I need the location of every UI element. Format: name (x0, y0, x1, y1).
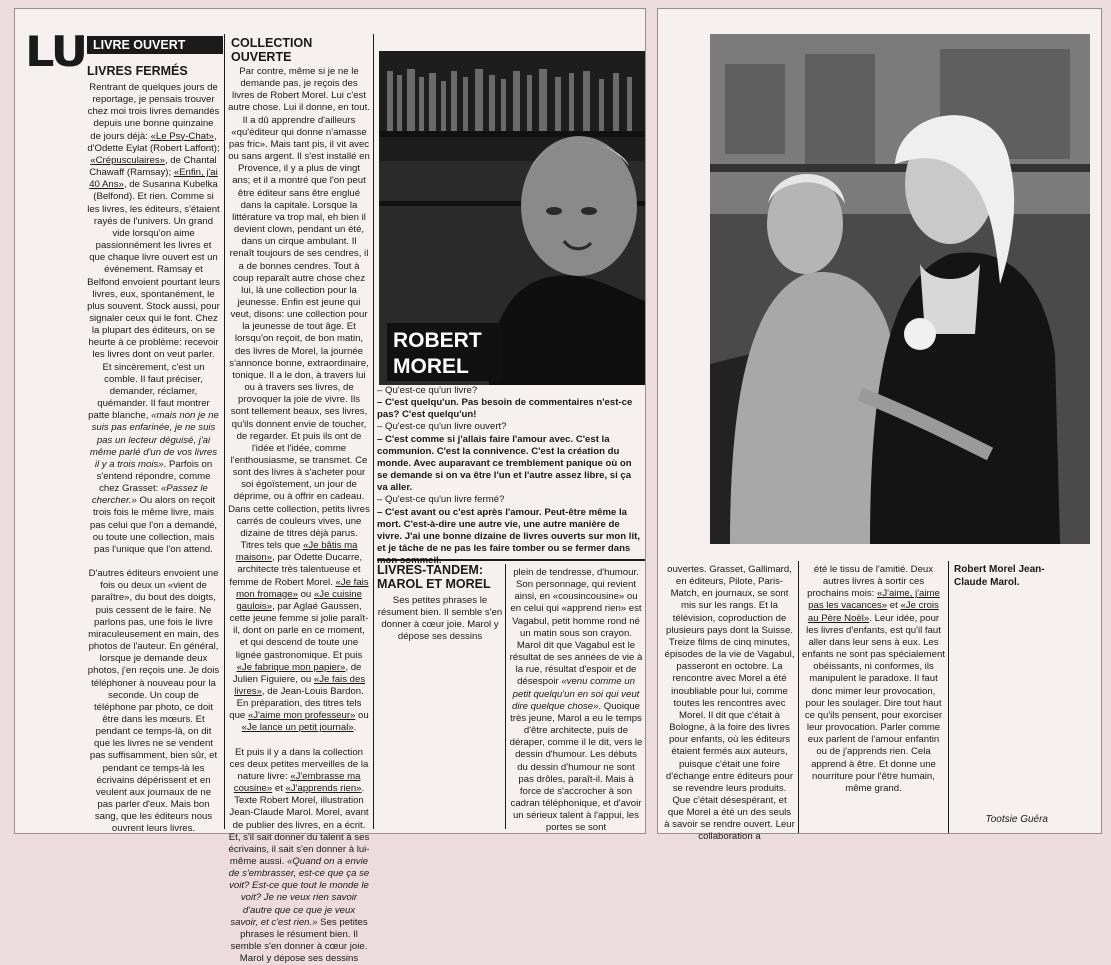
svg-text:MOREL: MOREL (393, 355, 469, 378)
interview-line: – C'est avant ou c'est après l'amour. Peut-être même la mort. C'est-à-dire une autre vie, une autre manière de vivre. J'ai une bonne dizaine de livres ouverts sur mon lit, et je tâche de ne pas les faire tomber ou se fermer dans (377, 506, 640, 555)
article-column-4: ouvertes. Grasset, Gallimard, en éditeurs, Pilote, Paris-Match, en journaux, se sont mis sur les rangs. Et la télévision, coproduction de plusieurs pays dont la Suisse. Treize films de cinq minutes, épisodes de la vie de Vagabul, passeront en octobre. La rencontre avec Morel a été inoubliable pour lui, comme toutes les rencontres avec Morel. Il dit que c'était à Bologne, à la foire des livres pour enfants, où les éditeurs étaient fermés aux auteurs, puisque c'était une foire d'échange entre éditeurs pour se revendre leurs produits. Que c'était désespérant, et que Morel a été un des seuls à savoir se rendre ouvert. Leur collaboration a (664, 564, 795, 843)
kicker-label: LIVRE OUVERT (87, 36, 223, 54)
column-rule (798, 561, 799, 833)
interview-line: – C'est comme si j'allais faire l'amour avec. C'est la communion. C'est la connivence. C'est la création du monde. Avec auparavant ce tremblement panique où on se demande si on va être l'un et l'autre assez libre, si ça va aller. (377, 433, 632, 494)
right-newspaper-page (657, 8, 1102, 843)
interview-line: – Qu'est-ce qu'un livre fermé? (377, 494, 505, 506)
article-column-2: Par contre, même si je ne le demande pas, je reçois des livres de Robert Morel. Lui c'est autre chose. Lui il donne, en tout. Il a dû apprendre d'ailleurs «qu'éditeur qui donne n'amasse pas fric». Mais tant pis, il vit avec ou sans argent. Il s'est installé en Provence, il y a plus de vingt ans; et il a montré que l'on peut être éditeur sans être englué dans la capitale. Lorsque la littérature va trop mal, eh bien il devient clown, pendant un été, dans un cirque ambulant. Il renaît toujours de ses cendres, il a de bonnes cendres. Tout à coup reparaît autre chose chez lui, là une collection pour la jeunesse. Enfin est jeune qui veut, disons: une collection pour la jeunesse de tout âge. Et lorsqu'on reçoit, de bon matin, des livres de Morel, la journée s'annonce bonne, extraordinaire, tonique. Il a le don, à travers lui ou à travers ses livres, de provoquer la joie de vivre. Ils sont tellement beaux, ses livres, qu'ils donnent envie de toucher, de regarder. Et puis ils ont de l'idée et l'idée, comme l'enthousiasme, se transmet. Ce sont des livres à s'acheter pour soi égoïstement, un jour de déprime, ou à offrir en cadeau. Dans cette collection, petits livres carrés de couleurs vives, une dizaine de titres déjà parus. Titres tels que «Je bâtis ma maison», par Odette Ducarre, architecte très talentueuse et femme de Robert Morel. «Je fais mon fromage» ou «Je cuisine gaulois», par Aglaé Gaussen, cette jeune femme si jolie paraît-il, dont on parle en ce moment, et qui descend de toute une lignée gastronomique. Et puis «Je fabrique mon papier», de Julien Figuiere, ou «Je fais des livres», de Jean-Louis Bardon. En préparation, des titres tels que «J'aime mon professeur» ou «Je lance un petit journal». Et puis il y a dans la collection ces deux petites merveilles de la nature livre: «J'embrasse ma cousine» et «J'apprends rien». Texte Robert Morel, illustration Jean-Claude Marol. Morel, avant de publier des livres, en a écrit. Et, s'il sait donner du talent à ses écrivains, il sait s'en donner à lui-même aussi. «Quand on a envie de s'embrasser, est-ce que ça se voit? Est-ce que tout le monde le voit? Je ne veux rien savoir d'autre que ce que je veux savoir, et c'est rien.» Ses petites phrases le résument bien. Il semble s'en donner à cœur joie. Marol y dépose ses dessins (228, 66, 370, 965)
left-newspaper-page (14, 8, 646, 965)
article-column-3b: plein de tendresse, d'humour. Son personnage, qui revient ainsi, en «cousincousine» ou en celui qui «apprend rien» est Vagabul, petit homme rond né un matin sous son crayon. Marol dit que Vagabul est le résultat de ses années de vie à la rue, résultat d'espoir et de désespoir «venu comme un petit quelqu'un en soi qui veut dire quelque chose». Quoique très jeune, Marol a eu le temps d'être architecte, puis de déraper, comme il le dit, vers le dessin d'humour. Les débuts du dessin d'humour ne sont pas drôles, paraît-il. Mais à force de s'accrocher à son cadran téléphonique, et d'avoir un sérieux talent à l'appui, les portes se sont (509, 567, 643, 834)
photo-caption: Robert Morel Jean-Claude Marol. (954, 564, 1045, 588)
headline-livres-tandem: LIVRES-TANDEM: MAROL ET MOREL (377, 563, 491, 591)
column-rule (373, 34, 374, 829)
headline-livres-fermes: LIVRES FERMÉS (87, 64, 188, 78)
section-rule (377, 559, 645, 561)
interview-line: – Qu'est-ce qu'un livre ouvert? (377, 421, 507, 433)
article-column-5: été le tissu de l'amitié. Deux autres livres à sortir ces prochains mois: «J'aime, j'aime pas les vacances» et «Je crois au Père Noël». Leur idée, pour les livres d'enfants, est qu'il faut aller dans leur sens à eux. Les enfants ne sont pas spécialement obéissants, ni conformes, ils manipulent le paradoxe. Il faut donc mimer leur provocation, pour les soulager. Dire tout haut ce qu'ils pensent, pour exorciser leur provocation. Parler comme eux parlent de l'amour enfantin ou de j'apprends rien. Cela apprend à être. Et donne une nourriture pour l'être humain, même grand. (802, 564, 945, 794)
morel-marol-photo (710, 34, 1090, 544)
column-rule (948, 561, 949, 833)
interview-line: – Qu'est-ce qu'un livre? (377, 385, 478, 396)
section-logo: LU (25, 27, 86, 76)
interview-box (377, 385, 643, 567)
svg-text:ROBERT: ROBERT (393, 329, 482, 352)
interview-line: – C'est quelqu'un. Pas besoin de commentaires n'est-ce pas? C'est quelqu'un! (377, 397, 633, 421)
article-column-3a: Ses petites phrases le résument bien. Il semble s'en donner à cœur joie. Marol y dépose ses dessins (377, 595, 503, 643)
column-rule (224, 34, 225, 829)
column-rule (505, 564, 506, 829)
robert-morel-photo (379, 51, 645, 385)
headline-collection-ouverte: COLLECTION OUVERTE (231, 36, 313, 64)
article-column-1: Rentrant de quelques jours de reportage, je pensais trouver chez moi trois livres demandés depuis une bonne quinzaine de jours déjà: «Le Psy-Chat», d'Odette Eylat (Robert Laffont); «Crépusculaires», de Chantal Chawaff (Ramsay); «Enfin, j'ai 40 Ans», de Susanna Kubelka (Belfond). Et rien. Comme si les livres, les éditeurs, s'étaient rayés de l'univers. Un grand vide lorsqu'on aime passionnément les livres et que chaque livre ouvert est un événement. Ramsay et Belfond envoient pourtant leurs livres, eux, spontanément, le plus souvent. Stock aussi, pour signaler ceux qui le font. Chez la plupart des éditeurs, on se heurte à ce problème: recevoir les livres dont on veut parler. Et sincèrement, c'est un comble. Il faut préciser, demander, réclamer, quémander. Il faut montrer patte blanche, «mais non je ne suis pas enfarinée, je ne suis pas un lecteur déguisé, j'ai même parlé d'un de vos livres il y a trois mois». Parfois on s'entend répondre, comme chez Grasset: «Passez le chercher.» Ou alors on reçoit trois fois le même livre, mais pas celui que l'on a demandé, ou toute une collection, mais pas l'unique que l'on attend. D'autres éditeurs envoient une fois ou deux un «vient de paraître», du bout des doigts, puis cessent de le faire. Ne parlons pas, une fois le livre miraculeusement en main, des photos de l'auteur. En général, lorsque je demande deux photos, j'en reçois une. Je dois téléphoner à nouveau pour la seconde. Un coup de téléphone par photo, ce doit être dans les mœurs. Et pendant ce temps-là, on dit que les livres ne se vendent pas suffisamment, bien sûr, et pendant ce temps-là les écrivains dépérissent et en veulent aux journaux de ne pas parler d'eux. Mais bon sang, que les éditeurs nous ouvrent leurs livres. (87, 82, 220, 835)
photo-credit: Tootsie Guéra (985, 814, 1048, 825)
